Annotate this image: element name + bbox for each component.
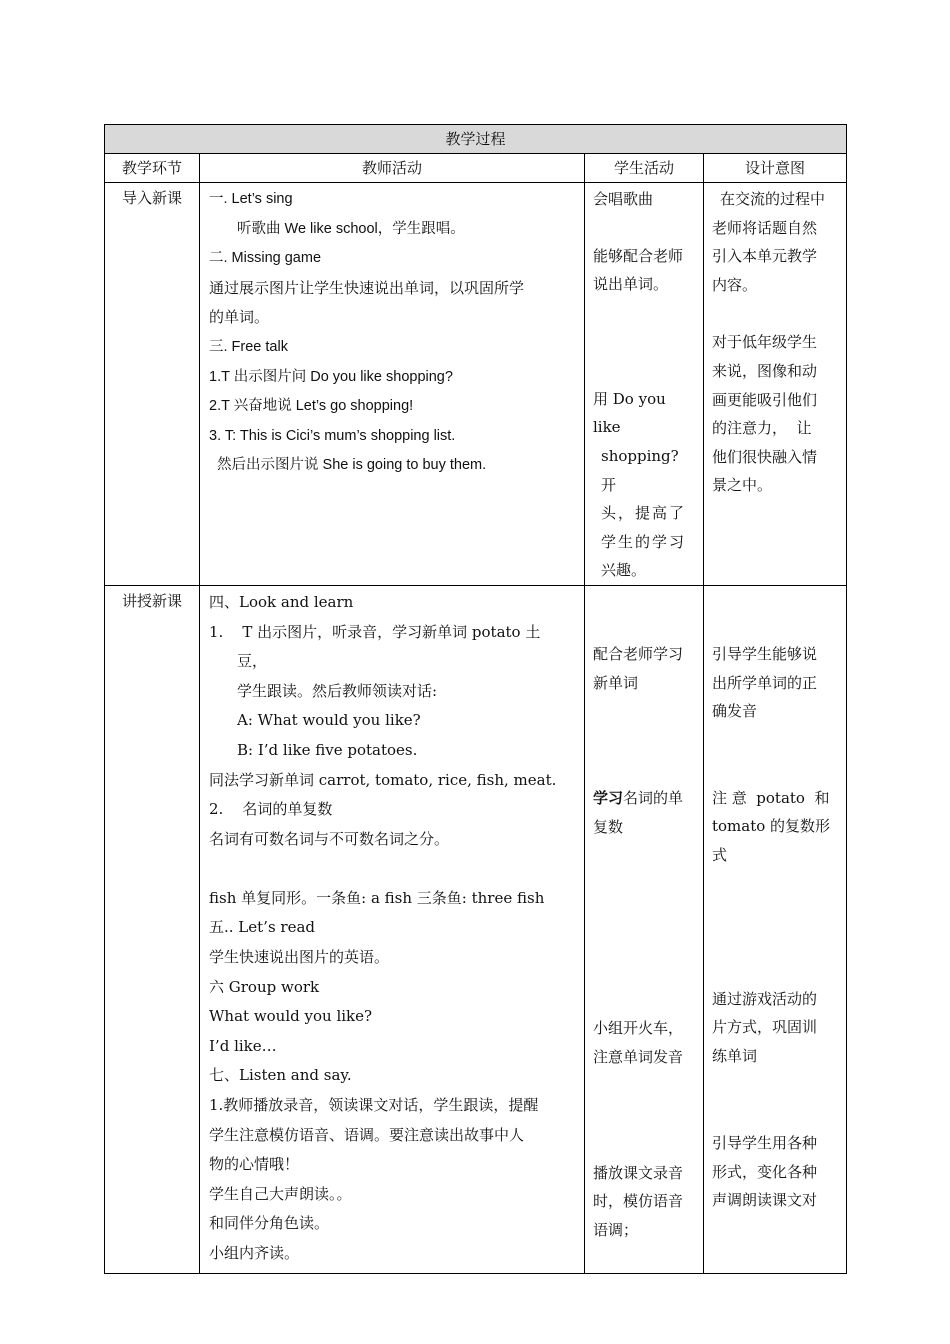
text-line: 学生的学习 xyxy=(601,532,687,551)
text-line: A: What would you like? xyxy=(237,711,421,730)
text-line: 声调朗读课文对 xyxy=(712,1191,818,1210)
text-line: 的注意力， 让 xyxy=(712,419,812,438)
header-student: 学生活动 xyxy=(585,154,704,183)
text-line: 引导学生能够说 xyxy=(712,644,818,663)
text-line: 名词有可数名词与不可数名词之分。 xyxy=(209,829,450,848)
table-row xyxy=(105,585,847,1273)
text-line: 学生注意模仿语音、语调。要注意读出故事中人 xyxy=(209,1125,525,1144)
student-activity-cell xyxy=(585,585,704,1273)
teaching-process-table xyxy=(104,124,847,1274)
text-line: 3. T: This is Cici’s mum’s shopping list. xyxy=(209,427,456,444)
text-line: 能够配合老师 xyxy=(593,246,684,265)
student-activity-cell xyxy=(585,183,704,586)
header-stage: 教学环节 xyxy=(105,154,200,183)
text-line: 1.T 出示图片问 Do you like shopping? xyxy=(209,368,453,385)
text-line: 学生快速说出图片的英语。 xyxy=(209,948,390,967)
text-line: 小组开火车， xyxy=(593,1019,684,1038)
text-line: 形式，变化各种 xyxy=(712,1162,818,1181)
text-line: 注意单词发音 xyxy=(593,1047,684,1066)
text-line: 语调； xyxy=(593,1220,639,1239)
text-line: 来说，图像和动 xyxy=(712,361,818,380)
text-line: 片方式，巩固训 xyxy=(712,1018,818,1037)
text-line: 引入本单元教学 xyxy=(712,247,818,266)
text-line: 头，提高了 xyxy=(601,504,687,523)
text-line: 五.. Let’s read xyxy=(209,918,315,937)
text-line: What would you like? xyxy=(209,1007,373,1026)
text-line: 式 xyxy=(712,845,728,864)
text-line: 兴趣。 xyxy=(601,561,647,580)
text-line: fish 单复同形。一条鱼: a fish 三条鱼: three fish xyxy=(209,888,545,907)
text-line: 说出单词。 xyxy=(593,275,669,294)
stage-cell: 讲授新课 xyxy=(105,585,200,1273)
text-line: 三. Free talk xyxy=(209,338,288,355)
text-span: 名词的单 xyxy=(623,789,684,808)
text-line: 用 Do you like xyxy=(593,389,666,437)
text-line: 内容。 xyxy=(712,275,758,294)
text-line: 听歌曲 We like school，学生跟唱。 xyxy=(237,220,465,237)
text-line: B: I’d like five potatoes. xyxy=(237,740,418,759)
text-line: 同法学习新单词 carrot, tomato, rice, fish, meat. xyxy=(209,770,557,789)
text-line: 2. 名词的单复数 xyxy=(209,800,333,819)
design-intent-cell xyxy=(704,183,847,586)
table-row xyxy=(105,183,847,586)
text-line: 六 Group work xyxy=(209,977,320,996)
text-line: 引导学生用各种 xyxy=(712,1134,818,1153)
text-line: 1.教师播放录音，领读课文对话，学生跟读，提醒 xyxy=(209,1096,539,1115)
table-title: 教学过程 xyxy=(105,125,847,154)
text-line: 一. Let’s sing xyxy=(209,191,293,207)
text-line xyxy=(593,784,695,813)
text-line: 四、Look and learn xyxy=(209,592,354,611)
text-line: 七、Listen and say. xyxy=(209,1066,352,1085)
text-line: 他们很快融入情 xyxy=(712,447,818,466)
text-line: 然后出示图片说 She is going to buy them. xyxy=(217,457,487,474)
text-line: 注 意 potato 和 xyxy=(712,788,830,807)
text-line: 时，模仿语音 xyxy=(593,1192,684,1211)
text-line: 小组内齐读。 xyxy=(209,1244,300,1262)
text-line: 配合老师学习 xyxy=(593,644,684,663)
text-line: 2.T 兴奋地说 Let’s go shopping! xyxy=(209,398,414,415)
text-line: 播放课文录音 xyxy=(593,1163,684,1182)
text-line: 学生跟读。然后教师领读对话: xyxy=(237,681,438,700)
text-line: 老师将话题自然 xyxy=(712,218,818,237)
teacher-activity-cell xyxy=(200,585,585,1273)
design-intent-cell xyxy=(704,585,847,1273)
text-line: tomato 的复数形 xyxy=(712,817,831,836)
text-line: 通过展示图片让学生快速说出单词，以巩固所学 xyxy=(209,278,525,297)
text-line: 二. Missing game xyxy=(209,250,322,267)
text-line: 物的心情哦！ xyxy=(209,1155,300,1174)
text-line: 练单词 xyxy=(712,1046,758,1065)
text-line: 和同伴分角色读。 xyxy=(209,1214,330,1233)
text-line: 画更能吸引他们 xyxy=(712,390,818,409)
header-design: 设计意图 xyxy=(704,154,847,183)
text-line: I’d like… xyxy=(209,1036,277,1055)
text-line: 学生自己大声朗读。。 xyxy=(209,1184,352,1203)
text-line: 会唱歌曲 xyxy=(593,190,654,208)
text-line: 在交流的过程中 xyxy=(720,190,826,208)
text-line: 出所学单词的正 xyxy=(712,673,818,692)
text-line: 确发音 xyxy=(712,702,758,721)
text-line: 复数 xyxy=(593,817,624,836)
bold-text: 学习 xyxy=(593,789,624,808)
text-line: 对于低年级学生 xyxy=(712,333,818,352)
text-line: shopping? 开 xyxy=(601,446,679,494)
stage-cell: 导入新课 xyxy=(105,183,200,586)
header-teacher: 教师活动 xyxy=(200,154,585,183)
teacher-activity-cell xyxy=(200,183,585,586)
text-line: 的单词。 xyxy=(209,308,270,327)
header-row xyxy=(105,154,847,183)
text-line: 1. T 出示图片，听录音，学习新单词 potato 土 xyxy=(209,622,541,641)
text-line: 豆， xyxy=(237,652,268,671)
text-line: 景之中。 xyxy=(712,476,773,495)
text-line: 新单词 xyxy=(593,673,639,692)
text-line: 通过游戏活动的 xyxy=(712,989,818,1008)
